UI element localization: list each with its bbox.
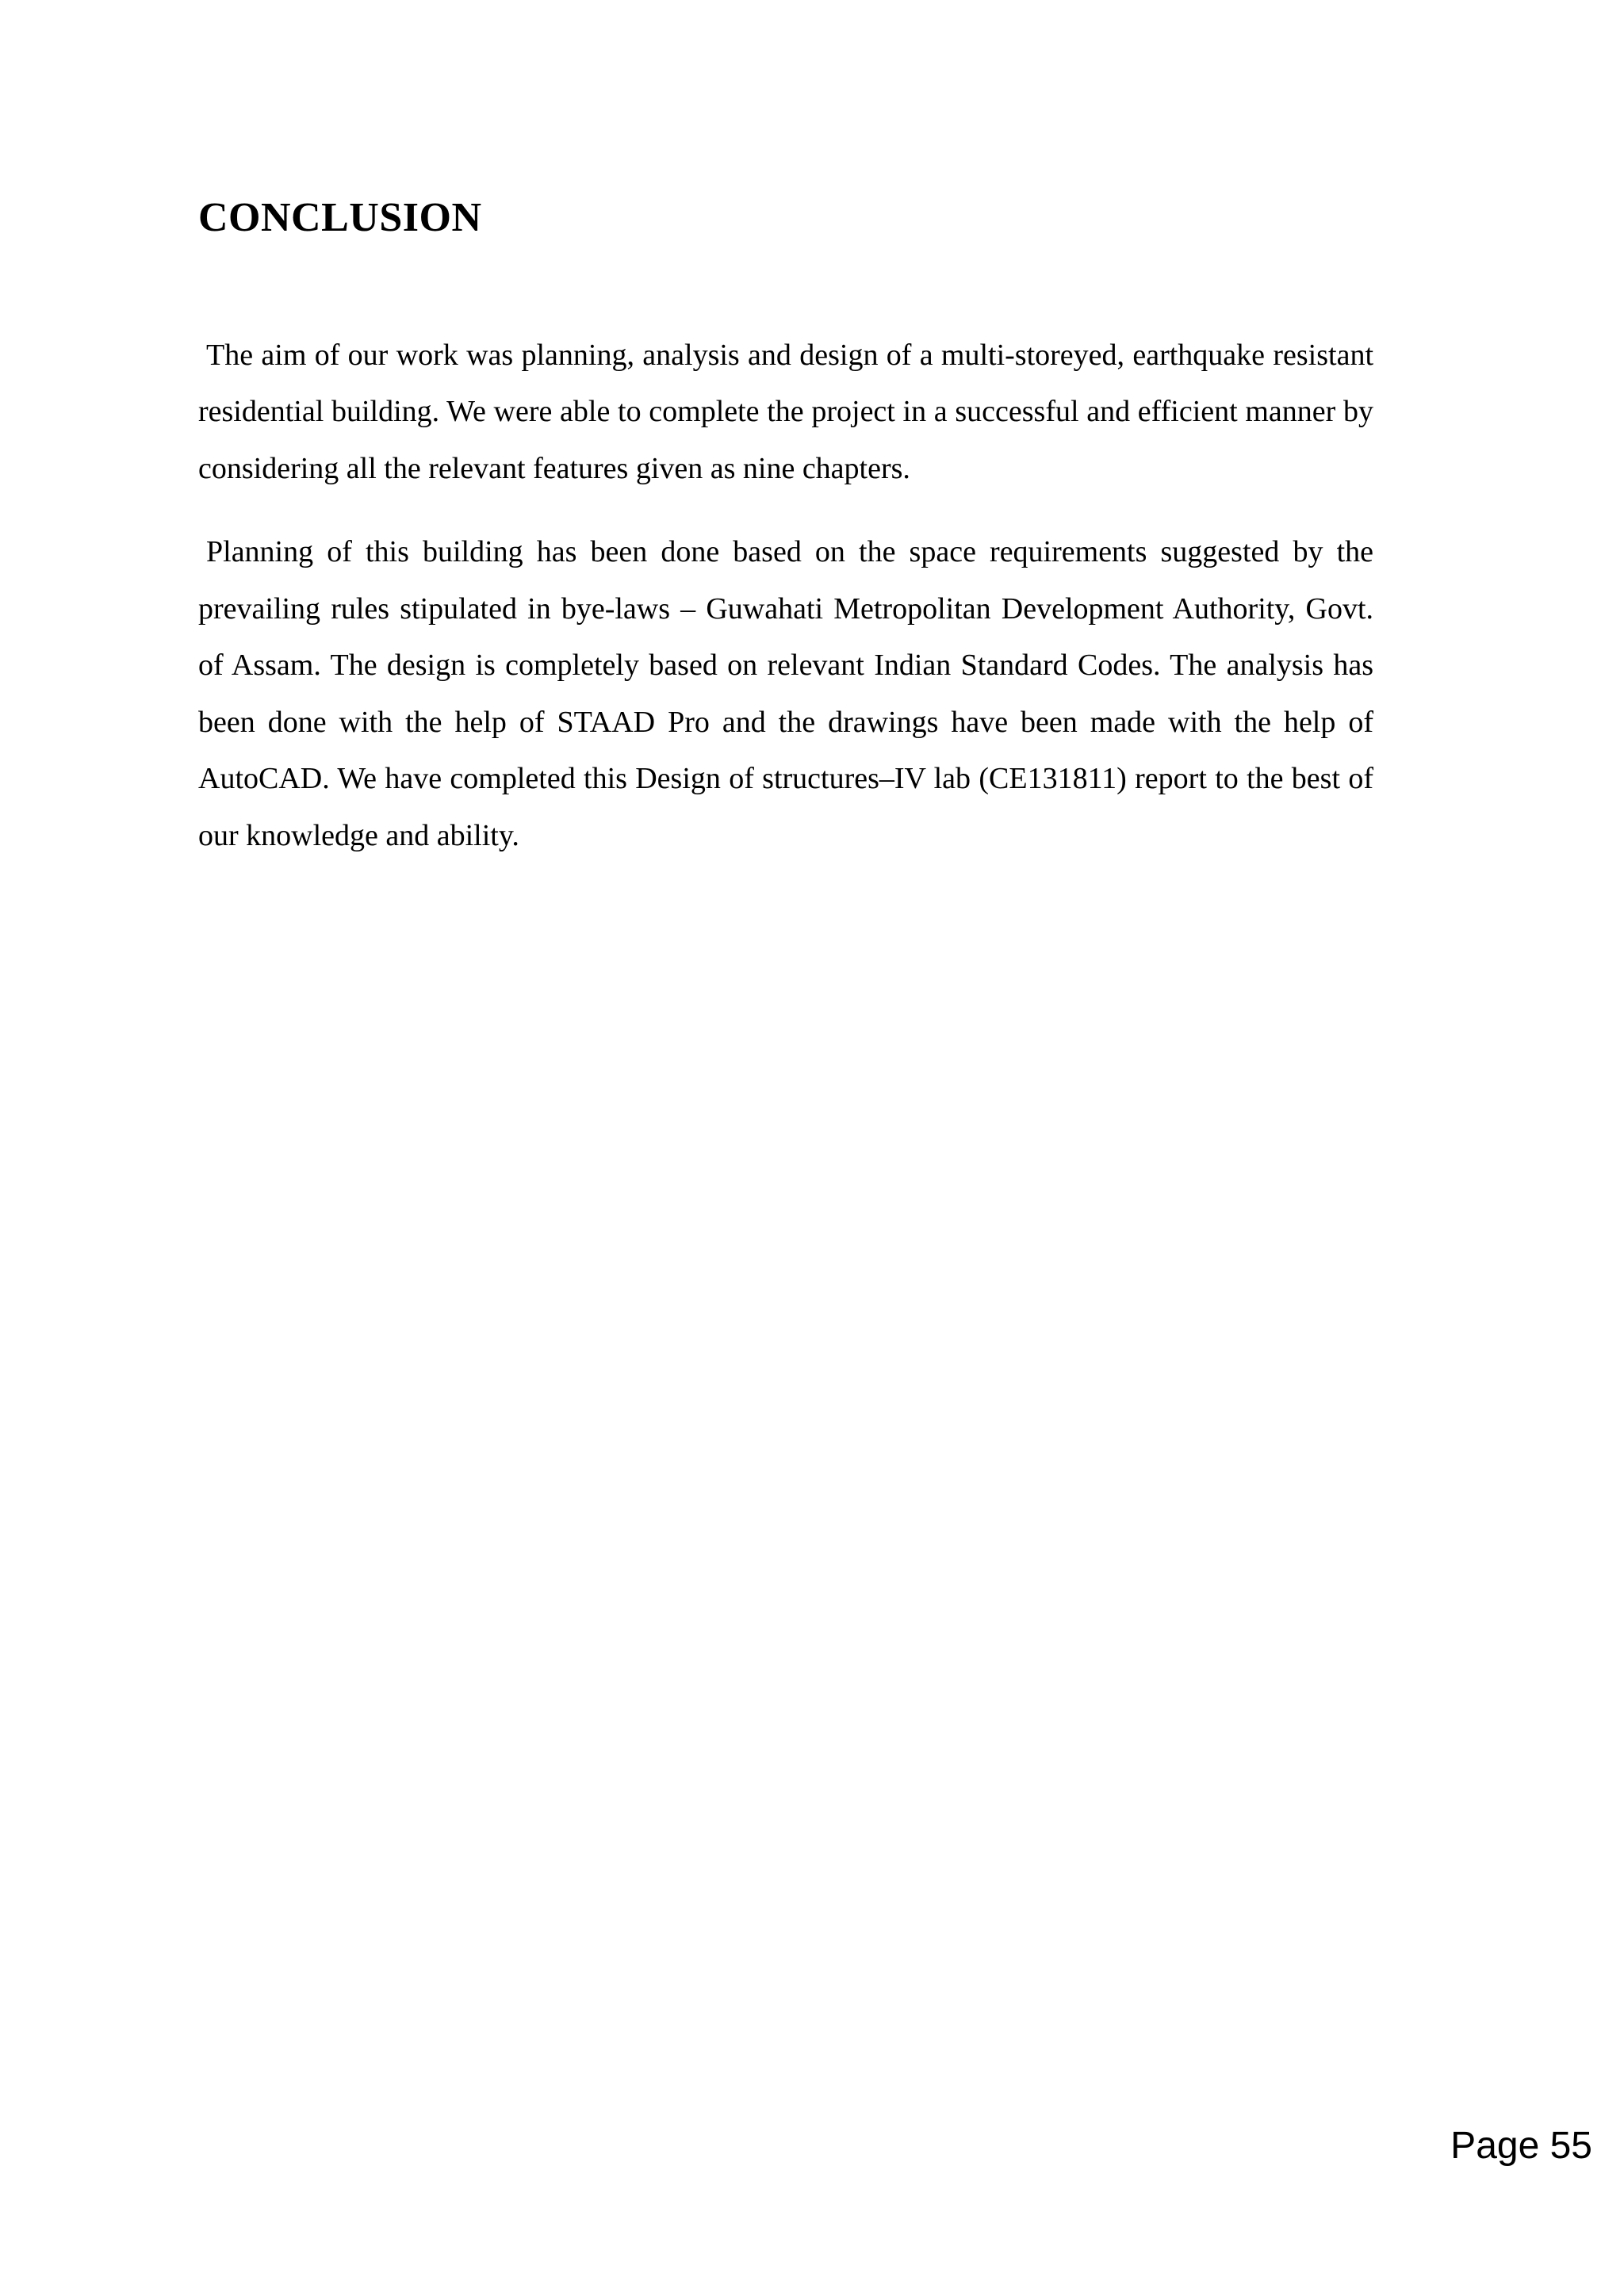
page-content [198, 194, 1373, 891]
paragraph-aim: The aim of our work was planning, analysis and design of a multi-storeyed, earthquake resistant residential building. We were able to complete the project in a successful and efficient manner by considering all the relevant features given as nine chapters. [198, 338, 1373, 485]
paragraph-planning: Planning of this building has been done based on the space requirements suggested by the prevailing rules stipulated in bye-laws – Guwahati Metropolitan Development Authority, Govt. of Assam. The design is completely based on relevant Indian Standard Codes. The analysis has been done with the help of STAAD Pro and the drawings have been made with the help of AutoCAD. We have completed this Design of structures–IV lab (CE131811) report to the best of our knowledge and ability. [198, 535, 1373, 852]
section-heading: CONCLUSION [198, 195, 482, 240]
conclusion-body [198, 327, 1373, 865]
page-number: Page 55 [1450, 2125, 1592, 2167]
